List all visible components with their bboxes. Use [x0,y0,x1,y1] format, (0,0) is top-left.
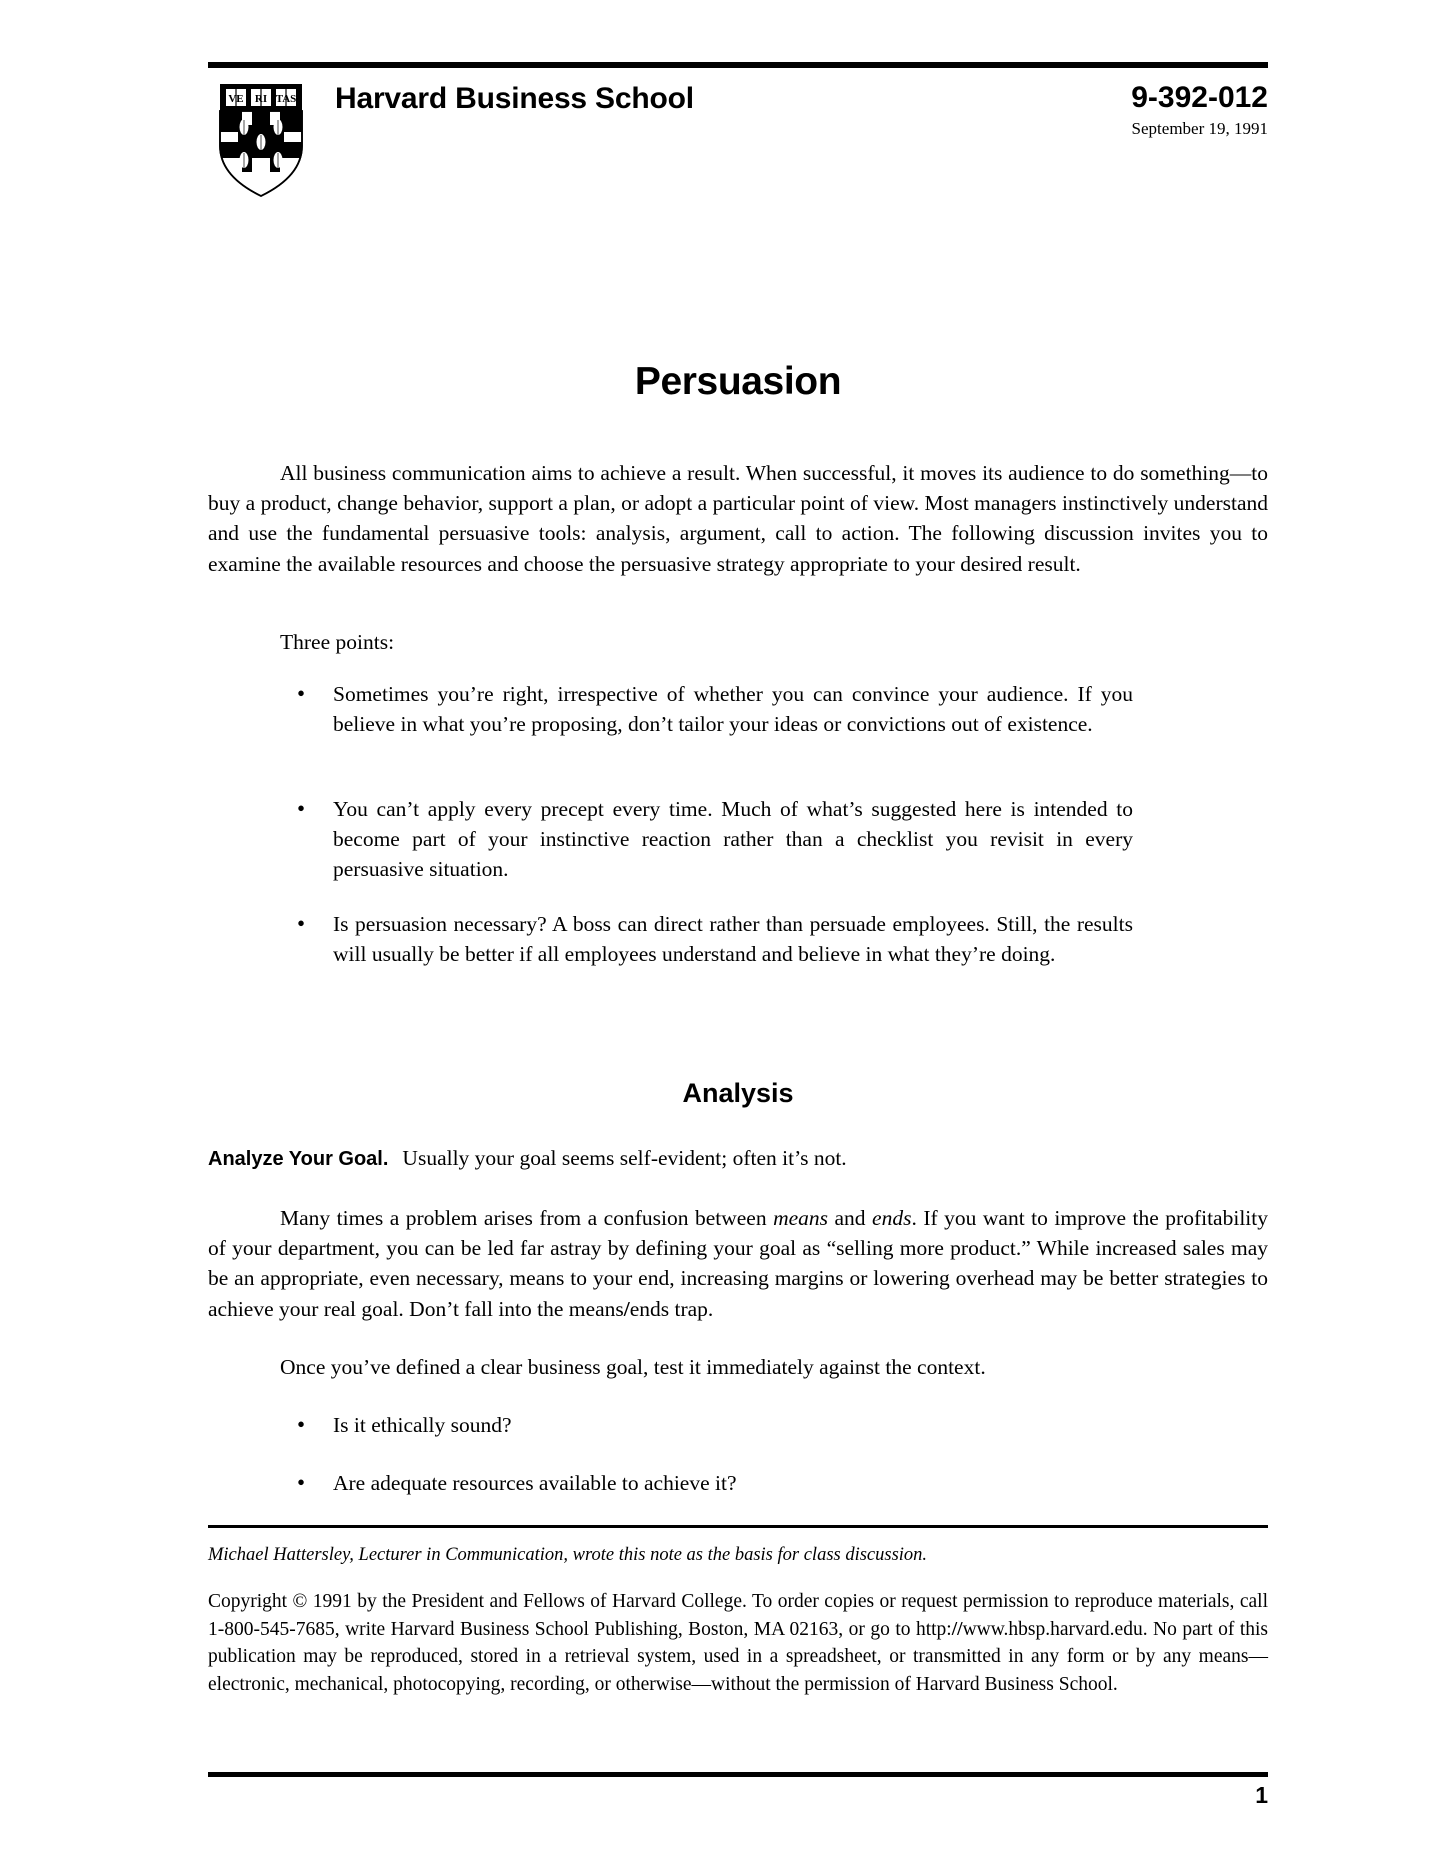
footer-bottom-rule [208,1772,1268,1777]
author-credit-note: Michael Hattersley, Lecturer in Communication, wrote this note as the basis for class discussion. [208,1545,928,1565]
page-content-area [208,0,1268,1870]
means-ends-paragraph [208,1203,1268,1324]
list-item [208,794,1268,885]
case-number: 9-392-012 [1131,81,1268,114]
footnote-separator-rule [208,1525,1268,1528]
harvard-shield-icon [212,80,310,200]
intro-paragraph: All business communication aims to achieve a result. When successful, it moves its audience to do something—to buy a product, change behavior, support a plan, or adopt a particular point of view. Most managers instinctively understand and use the fundamental persuasive tools: analysis, argument, call to action. The following discussion invites you to examine the available resources and choose the persuasive strategy appropriate to your desired result. [208,461,1268,576]
bullet-icon: • [297,911,306,936]
list-item [208,1468,1268,1498]
list-item-text: Sometimes you’re right, irrespective of whether you can convince your audience. If you believe in what you’re proposing, don’t tailor your ideas or convictions out of existence. [333,682,1133,737]
school-name: Harvard Business School [335,82,694,115]
header-top-rule [208,62,1268,68]
svg-text:VE: VE [228,93,244,105]
section-heading-analysis: Analysis [682,1078,794,1108]
bullet-icon: • [297,681,306,706]
three-points-label: Three points: [280,630,395,654]
means-ends-part-3: . If you want to improve the profitability of your department, you can be led far astray by defining your goal as “selling more product.” While increased sales may be an appropriate, even necessary, means to your end, increasing margins or lowering overhead may be better strategies to achieve your real goal. Don’t fall into the means [208,1206,1268,1321]
list-item [208,679,1268,739]
svg-text:RI: RI [254,93,268,105]
document-header [208,76,1268,206]
list-item-text: You can’t apply every precept every time. Much of what’s suggested here is intended to become part of your instinctive reaction rather than a checklist you revisit in every persuasive situation. [333,797,1133,882]
copyright-notice [208,1588,1268,1698]
means-ends-part-1: Many times a problem arises from a confusion between [280,1206,774,1230]
document-title: Persuasion [634,360,842,403]
runin-label-analyze-your-goal: Analyze Your Goal. [208,1148,389,1170]
list-item-text: Is persuasion necessary? A boss can direct rather than persuade employees. Still, the results will usually be better if all employees understand and believe in what they’re doing. [333,912,1133,967]
means-ends-slash: / [623,1296,630,1321]
bullet-icon: • [297,796,306,821]
bullet-icon: • [297,1412,306,1437]
analyze-your-goal-line [208,1143,1268,1174]
page-number: 1 [1255,1782,1268,1808]
means-ends-part-4: ends trap. [629,1296,714,1321]
ends-emphasis: ends [872,1206,912,1230]
copyright-part-2: www.hbsp.harvard.edu. No part of this publication may be reproduced, stored in a retrieval system, used in a spreadsheet, or transmitted in any form or by any means—electronic, mechanical, photocopying, recording, or otherwise—without the permission of Harvard Business School. [208,1618,1269,1695]
means-emphasis: means [773,1206,829,1230]
url-slashes: // [951,1618,963,1640]
list-item [208,909,1268,969]
copyright-part-1: Copyright © 1991 by the President and Fellows of Harvard College. To order copies or request permission to reproduce materials, call 1-800-545-7685, write Harvard Business School Publishing, Boston, MA 02163, or go to http: [208,1591,1268,1640]
context-paragraph: Once you’ve defined a clear business goal, test it immediately against the context. [280,1355,986,1379]
list-item-text: Is it ethically sound? [333,1413,512,1437]
runin-text-analyze-your-goal: Usually your goal seems self-evident; often it’s not. [402,1146,847,1170]
means-ends-part-2: and [828,1206,873,1230]
list-item [208,1410,1268,1440]
bullet-icon: • [297,1470,306,1495]
publication-date: September 19, 1991 [1131,119,1268,138]
svg-text:TAS: TAS [275,93,297,105]
list-item-text: Are adequate resources available to achieve it? [333,1471,737,1495]
